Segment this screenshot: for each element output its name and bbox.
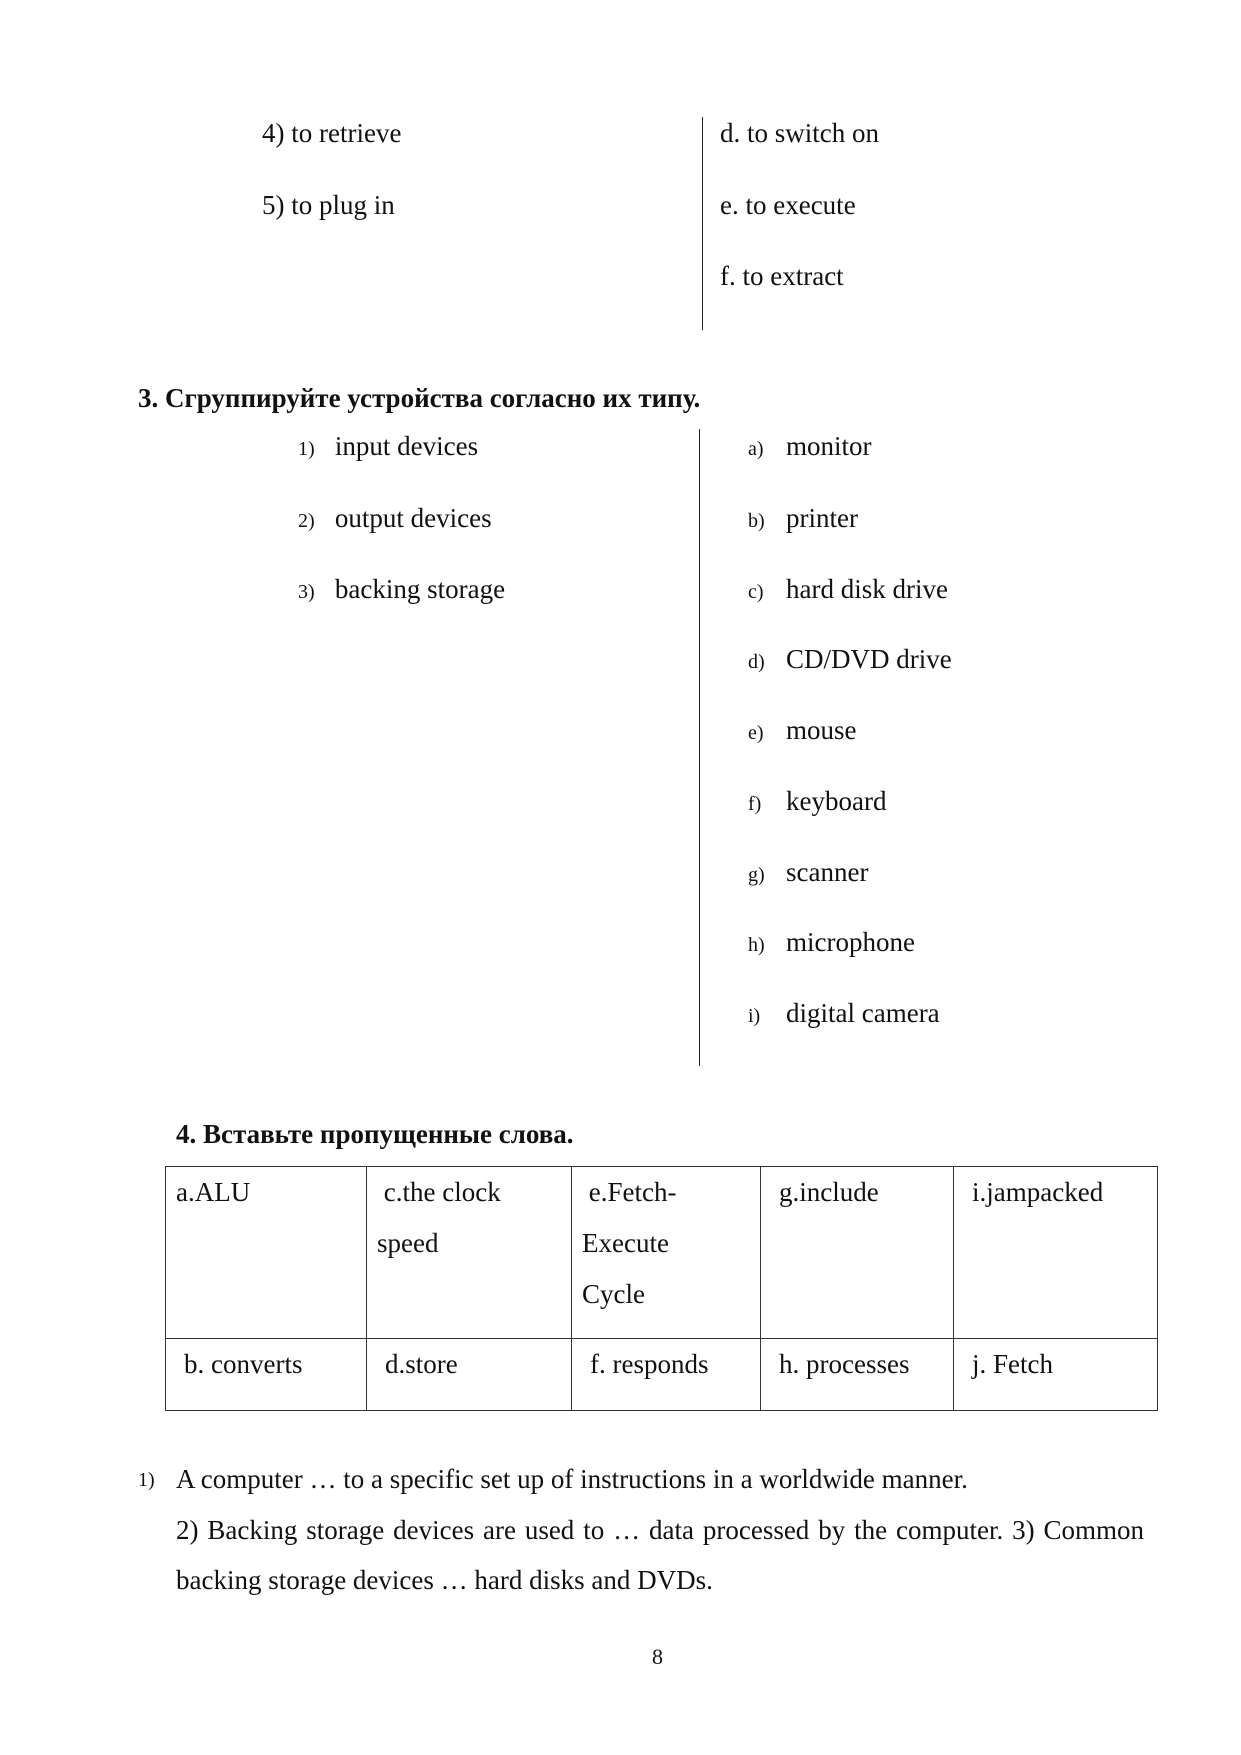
- table-row: [166, 1167, 1158, 1339]
- device-item-d: [748, 646, 952, 673]
- device-item-i: [748, 1000, 940, 1027]
- item-number: 1): [298, 438, 315, 460]
- cell-line: Execute: [582, 1228, 669, 1258]
- table-cell: [954, 1167, 1158, 1339]
- cell-line: f. responds: [590, 1349, 709, 1379]
- device-item-c: [748, 576, 948, 603]
- cell-line: h. processes: [779, 1349, 910, 1379]
- item-text: CD/DVD drive: [786, 644, 952, 674]
- match-item-left-4: 4) to retrieve: [262, 118, 402, 148]
- column-divider: [699, 429, 700, 1066]
- cell-line: j. Fetch: [972, 1349, 1053, 1379]
- device-item-g: [748, 859, 868, 886]
- device-item-f: [748, 788, 886, 815]
- section3-heading: 3. Сгруппируйте устройства согласно их типу.: [138, 383, 701, 413]
- table-cell: [572, 1339, 761, 1411]
- sentence-1: A computer … to a specific set up of instructions in a worldwide manner.: [176, 1464, 968, 1494]
- device-type-item-2: [298, 505, 492, 532]
- item-letter: f): [748, 793, 762, 815]
- cell-line: c.the clock: [377, 1177, 501, 1207]
- item-letter: h): [748, 934, 765, 956]
- device-item-b: [748, 505, 858, 532]
- cell-line: speed: [377, 1228, 439, 1258]
- device-item-a: [748, 433, 872, 460]
- table-cell: [954, 1339, 1158, 1411]
- cell-line: b. converts: [184, 1349, 303, 1379]
- item-letter: c): [748, 581, 764, 603]
- page-number: 8: [652, 1644, 663, 1669]
- item-number: 2): [298, 510, 315, 532]
- exercise-paragraph: 2) Backing storage devices are used to … data processed by the computer. 3) Common backing storage devices … hard disks and DVDs.: [176, 1515, 1144, 1595]
- device-type-item-3: [298, 576, 505, 603]
- table-cell: [367, 1339, 572, 1411]
- item-letter: d): [748, 651, 765, 673]
- match-item-left-5: 5) to plug in: [262, 190, 395, 220]
- item-text: printer: [786, 503, 858, 533]
- item-letter: e): [748, 722, 764, 744]
- table-cell: [761, 1339, 954, 1411]
- device-item-e: [748, 717, 857, 744]
- table-cell: [761, 1167, 954, 1339]
- item-text: output devices: [334, 503, 492, 533]
- item-letter: i): [748, 1005, 761, 1027]
- item-text: hard disk drive: [786, 574, 948, 604]
- item-letter: a): [748, 438, 764, 460]
- item-text: scanner: [786, 857, 869, 887]
- table-row: [166, 1339, 1158, 1411]
- device-item-h: [748, 929, 915, 956]
- item-text: input devices: [334, 431, 479, 461]
- item-text: backing storage: [334, 574, 506, 604]
- table-cell: [166, 1339, 367, 1411]
- device-type-item-1: [298, 433, 478, 460]
- table-cell: [572, 1167, 761, 1339]
- column-divider: [702, 117, 703, 330]
- item-text: digital camera: [786, 998, 940, 1028]
- item-text: keyboard: [786, 786, 887, 816]
- item-text: mouse: [786, 715, 857, 745]
- cell-line: Cycle: [582, 1279, 645, 1309]
- item-text: microphone: [786, 927, 915, 957]
- table-cell: [166, 1167, 367, 1339]
- item-number: 3): [298, 581, 315, 603]
- cell-line: a.ALU: [176, 1177, 251, 1207]
- section4-heading: 4. Вставьте пропущенные слова.: [176, 1119, 574, 1149]
- cell-line: d.store: [385, 1349, 458, 1379]
- cell-line: g.include: [779, 1177, 879, 1207]
- match-item-right-d: d. to switch on: [720, 118, 879, 148]
- item-letter: b): [748, 510, 765, 532]
- cell-line: e.Fetch-: [582, 1177, 677, 1207]
- sentence-number: 1): [138, 1469, 155, 1491]
- match-item-right-f: f. to extract: [720, 261, 844, 291]
- match-item-right-e: e. to execute: [720, 190, 856, 220]
- table-cell: [367, 1167, 572, 1339]
- word-bank-table: [165, 1166, 1158, 1411]
- item-letter: g): [748, 864, 765, 886]
- cell-line: i.jampacked: [972, 1177, 1104, 1207]
- item-text: monitor: [786, 431, 872, 461]
